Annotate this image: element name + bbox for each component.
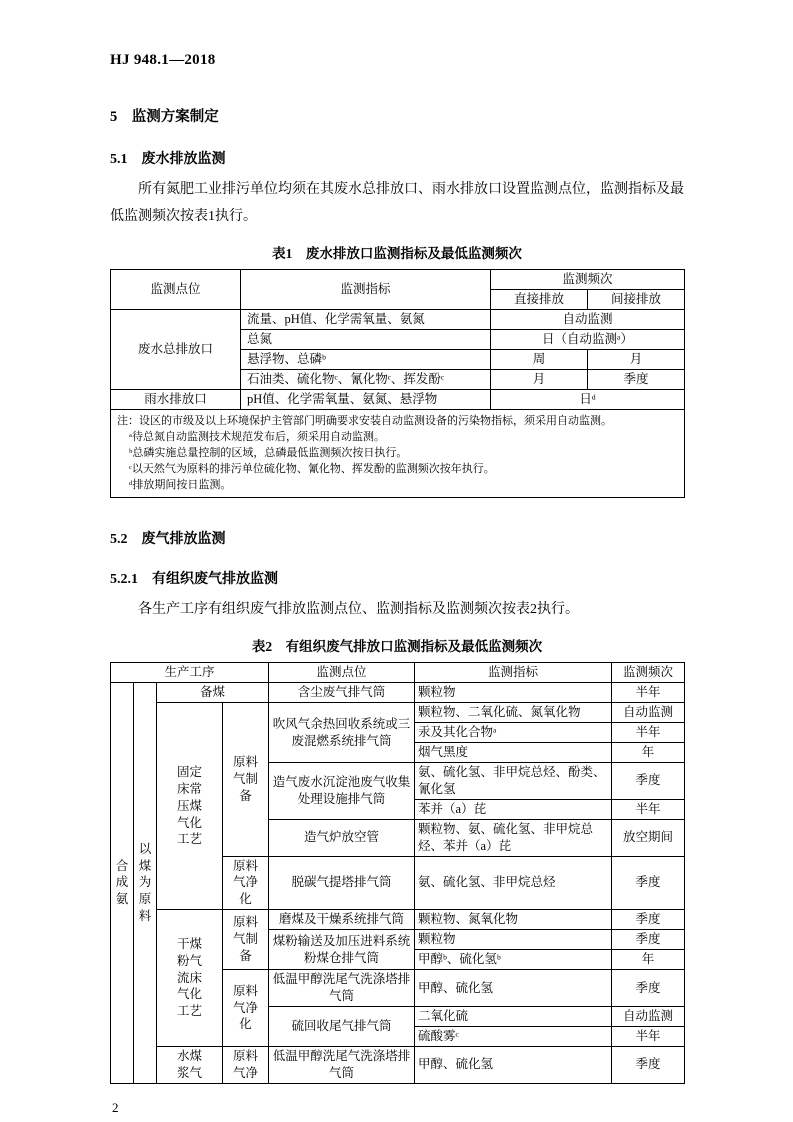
t2-process-fixed-bed: 固定 床常 压煤 气化 工艺 (157, 703, 223, 910)
t2-point-cell: 造气炉放空管 (269, 819, 415, 856)
t2-point-cell: 造气废水沉淀池废气收集处理设施排气筒 (269, 763, 415, 820)
t2-indicator-cell: 硫酸雾ᶜ (415, 1026, 612, 1046)
t1-note-line-a: ᵃ待总氮自动监测技术规范发布后，须采用自动监测。 (129, 431, 386, 443)
table1-wastewater-outlet-monitoring (110, 269, 685, 498)
t1-freq-direct-cell: 周 (491, 350, 588, 370)
t1-header-indicator: 监测指标 (241, 270, 491, 310)
t2-header-row (111, 663, 685, 683)
page-number: 2 (112, 1099, 119, 1115)
t1-freq-cell: 日（自动监测ᵃ） (491, 330, 685, 350)
t1-freq-indirect-cell: 季度 (588, 370, 685, 390)
t2-header-process: 生产工序 (111, 663, 269, 683)
t2-freq-cell: 半年 (612, 799, 685, 819)
heading-section-5: 5 监测方案制定 (110, 109, 219, 125)
table2-title: 表2 有组织废气排放口监测指标及最低监测频次 (251, 639, 543, 654)
t2-freq-cell: 季度 (612, 930, 685, 950)
t2-point-cell: 低温甲醇洗尾气洗涤塔排气筒 (269, 970, 415, 1007)
t2-indicator-cell: 颗粒物、氨、硫化氢、非甲烷总烃、苯并（a）芘 (415, 819, 612, 856)
t2-freq-cell: 年 (612, 950, 685, 970)
t2-subprocess-gas-prep: 原料 气制 备 (223, 703, 269, 857)
t2-indicator-cell: 二氧化硫 (415, 1006, 612, 1026)
t2-freq-cell: 放空期间 (612, 819, 685, 856)
t2-indicator-cell: 甲醇、硫化氢 (415, 1046, 612, 1083)
t2-process-coal-prep: 备煤 (157, 683, 269, 703)
t2-row-coal-milling (111, 910, 685, 930)
t2-freq-cell: 季度 (612, 1046, 685, 1083)
heading-section-5-2-1: 5.2.1 有组织废气排放监测 (110, 572, 278, 587)
paragraph-organized-gas-monitoring: 各生产工序有组织废气排放监测点位、监测指标及监测频次按表2执行。 (138, 602, 579, 617)
t1-note-line: 注：设区的市级及以上环境保护主管部门明确要求安装自动监测设备的污染物指标，须采用自动监测。 (117, 415, 612, 427)
t2-indicator-cell: 颗粒物、二氧化硫、氮氧化物 (415, 703, 612, 723)
t1-note-line-b: ᵇ总磷实施总量控制的区域，总磷最低监测频次按日执行。 (129, 447, 408, 459)
t2-freq-cell: 自动监测 (612, 1006, 685, 1026)
t1-freq-direct-cell: 月 (491, 370, 588, 390)
t2-indicator-cell: 烟气黑度 (415, 743, 612, 763)
paragraph-wastewater-monitoring: 所有氮肥工业排污单位均须在其废水总排放口、雨水排放口设置监测点位，监测指标及最低监测频次按表1执行。 (110, 182, 684, 224)
t2-freq-cell: 季度 (612, 763, 685, 800)
t1-header-frequency: 监测频次 (491, 270, 685, 290)
t2-row-slurry-methanol-wash (111, 1046, 685, 1083)
t2-point-cell: 脱碳气提塔排气筒 (269, 856, 415, 910)
t1-freq-cell: 日ᵈ (491, 390, 685, 410)
doc-number: HJ 948.1—2018 (110, 52, 216, 68)
t2-indicator-cell: 氨、硫化氢、非甲烷总烃、酚类、氰化氢 (415, 763, 612, 800)
t2-header-frequency: 监测频次 (612, 663, 685, 683)
t2-point-cell: 低温甲醇洗尾气洗涤塔排气筒 (269, 1046, 415, 1083)
t2-indicator-cell: 颗粒物 (415, 930, 612, 950)
page-content (110, 52, 684, 1116)
t2-header-indicator: 监测指标 (415, 663, 612, 683)
t1-note-line-d: ᵈ排放期间按日监测。 (129, 479, 232, 491)
t2-point-cell: 吹风气余热回收系统或三废混燃系统排气筒 (269, 703, 415, 763)
t2-subprocess-gas-purify: 原料 气净 化 (223, 856, 269, 910)
t2-freq-cell: 年 (612, 743, 685, 763)
t2-header-point: 监测点位 (269, 663, 415, 683)
t2-row-coal-prep (111, 683, 685, 703)
t1-note-line-c: ᶜ以天然气为原料的排污单位硫化物、氰化物、挥发酚的监测频次按年执行。 (129, 463, 495, 475)
t1-row-rainwater (111, 390, 685, 410)
t1-notes (111, 410, 685, 498)
t1-indicator-cell: 石油类、硫化物ᶜ、氰化物ᶜ、挥发酚ᶜ (241, 370, 491, 390)
heading-section-5-2: 5.2 废气排放监测 (110, 532, 226, 547)
t2-subprocess-gas-prep: 原料 气制 备 (223, 910, 269, 970)
t1-point-rainwater-outlet: 雨水排放口 (111, 390, 241, 410)
t2-freq-cell: 季度 (612, 856, 685, 910)
t2-indicator-cell: 颗粒物、氮氧化物 (415, 910, 612, 930)
t2-subprocess-gas-purify: 原料 气净 化 (223, 970, 269, 1047)
t2-row-blow-gas-1 (111, 703, 685, 723)
t2-point-cell: 含尘废气排气筒 (269, 683, 415, 703)
t1-row-flow (111, 310, 685, 330)
t2-process-coal-slurry: 水煤 浆气 (157, 1046, 223, 1083)
table1-title: 表1 废水排放口监测指标及最低监测频次 (272, 246, 522, 261)
t2-freq-cell: 半年 (612, 723, 685, 743)
table2-organized-gas-outlet-monitoring (110, 662, 685, 1084)
t2-indicator-cell: 甲醇、硫化氢 (415, 970, 612, 1007)
t2-freq-cell: 自动监测 (612, 703, 685, 723)
t2-point-cell: 磨煤及干燥系统排气筒 (269, 910, 415, 930)
t2-indicator-cell: 甲醇ᵇ、硫化氢ᵇ (415, 950, 612, 970)
t1-freq-cell: 自动监测 (491, 310, 685, 330)
t1-header-row-1 (111, 270, 685, 290)
t2-freq-cell: 季度 (612, 910, 685, 930)
heading-section-5-1: 5.1 废水排放监测 (110, 152, 226, 167)
t1-indicator-cell: pH值、化学需氧量、氨氮、悬浮物 (241, 390, 491, 410)
t2-group-synthetic-ammonia: 合 成 氨 (111, 683, 134, 1084)
t1-freq-indirect-cell: 月 (588, 350, 685, 370)
t2-freq-cell: 半年 (612, 683, 685, 703)
t2-indicator-cell: 颗粒物 (415, 683, 612, 703)
t2-freq-cell: 半年 (612, 1026, 685, 1046)
t2-point-cell: 硫回收尾气排气筒 (269, 1006, 415, 1046)
t2-indicator-cell: 汞及其化合物ᵃ (415, 723, 612, 743)
t1-header-direct: 直接排放 (491, 290, 588, 310)
t1-header-indirect: 间接排放 (588, 290, 685, 310)
t1-indicator-cell: 流量、pH值、化学需氧量、氨氮 (241, 310, 491, 330)
t2-indicator-cell: 氨、硫化氢、非甲烷总烃 (415, 856, 612, 910)
t1-notes-row (111, 410, 685, 498)
t1-point-wastewater-outlet: 废水总排放口 (111, 310, 241, 390)
t2-process-dry-powder: 干煤 粉气 流床 气化 工艺 (157, 910, 223, 1047)
t1-header-point: 监测点位 (111, 270, 241, 310)
t2-freq-cell: 季度 (612, 970, 685, 1007)
t1-indicator-cell: 悬浮物、总磷ᵇ (241, 350, 491, 370)
t2-point-cell: 煤粉输送及加压进料系统粉煤仓排气筒 (269, 930, 415, 970)
t2-group-coal-as-material: 以 煤 为 原 料 (134, 683, 157, 1084)
t2-subprocess-gas-purify-cut: 原料 气净 (223, 1046, 269, 1083)
t1-indicator-cell: 总氮 (241, 330, 491, 350)
t2-indicator-cell: 苯并（a）芘 (415, 799, 612, 819)
